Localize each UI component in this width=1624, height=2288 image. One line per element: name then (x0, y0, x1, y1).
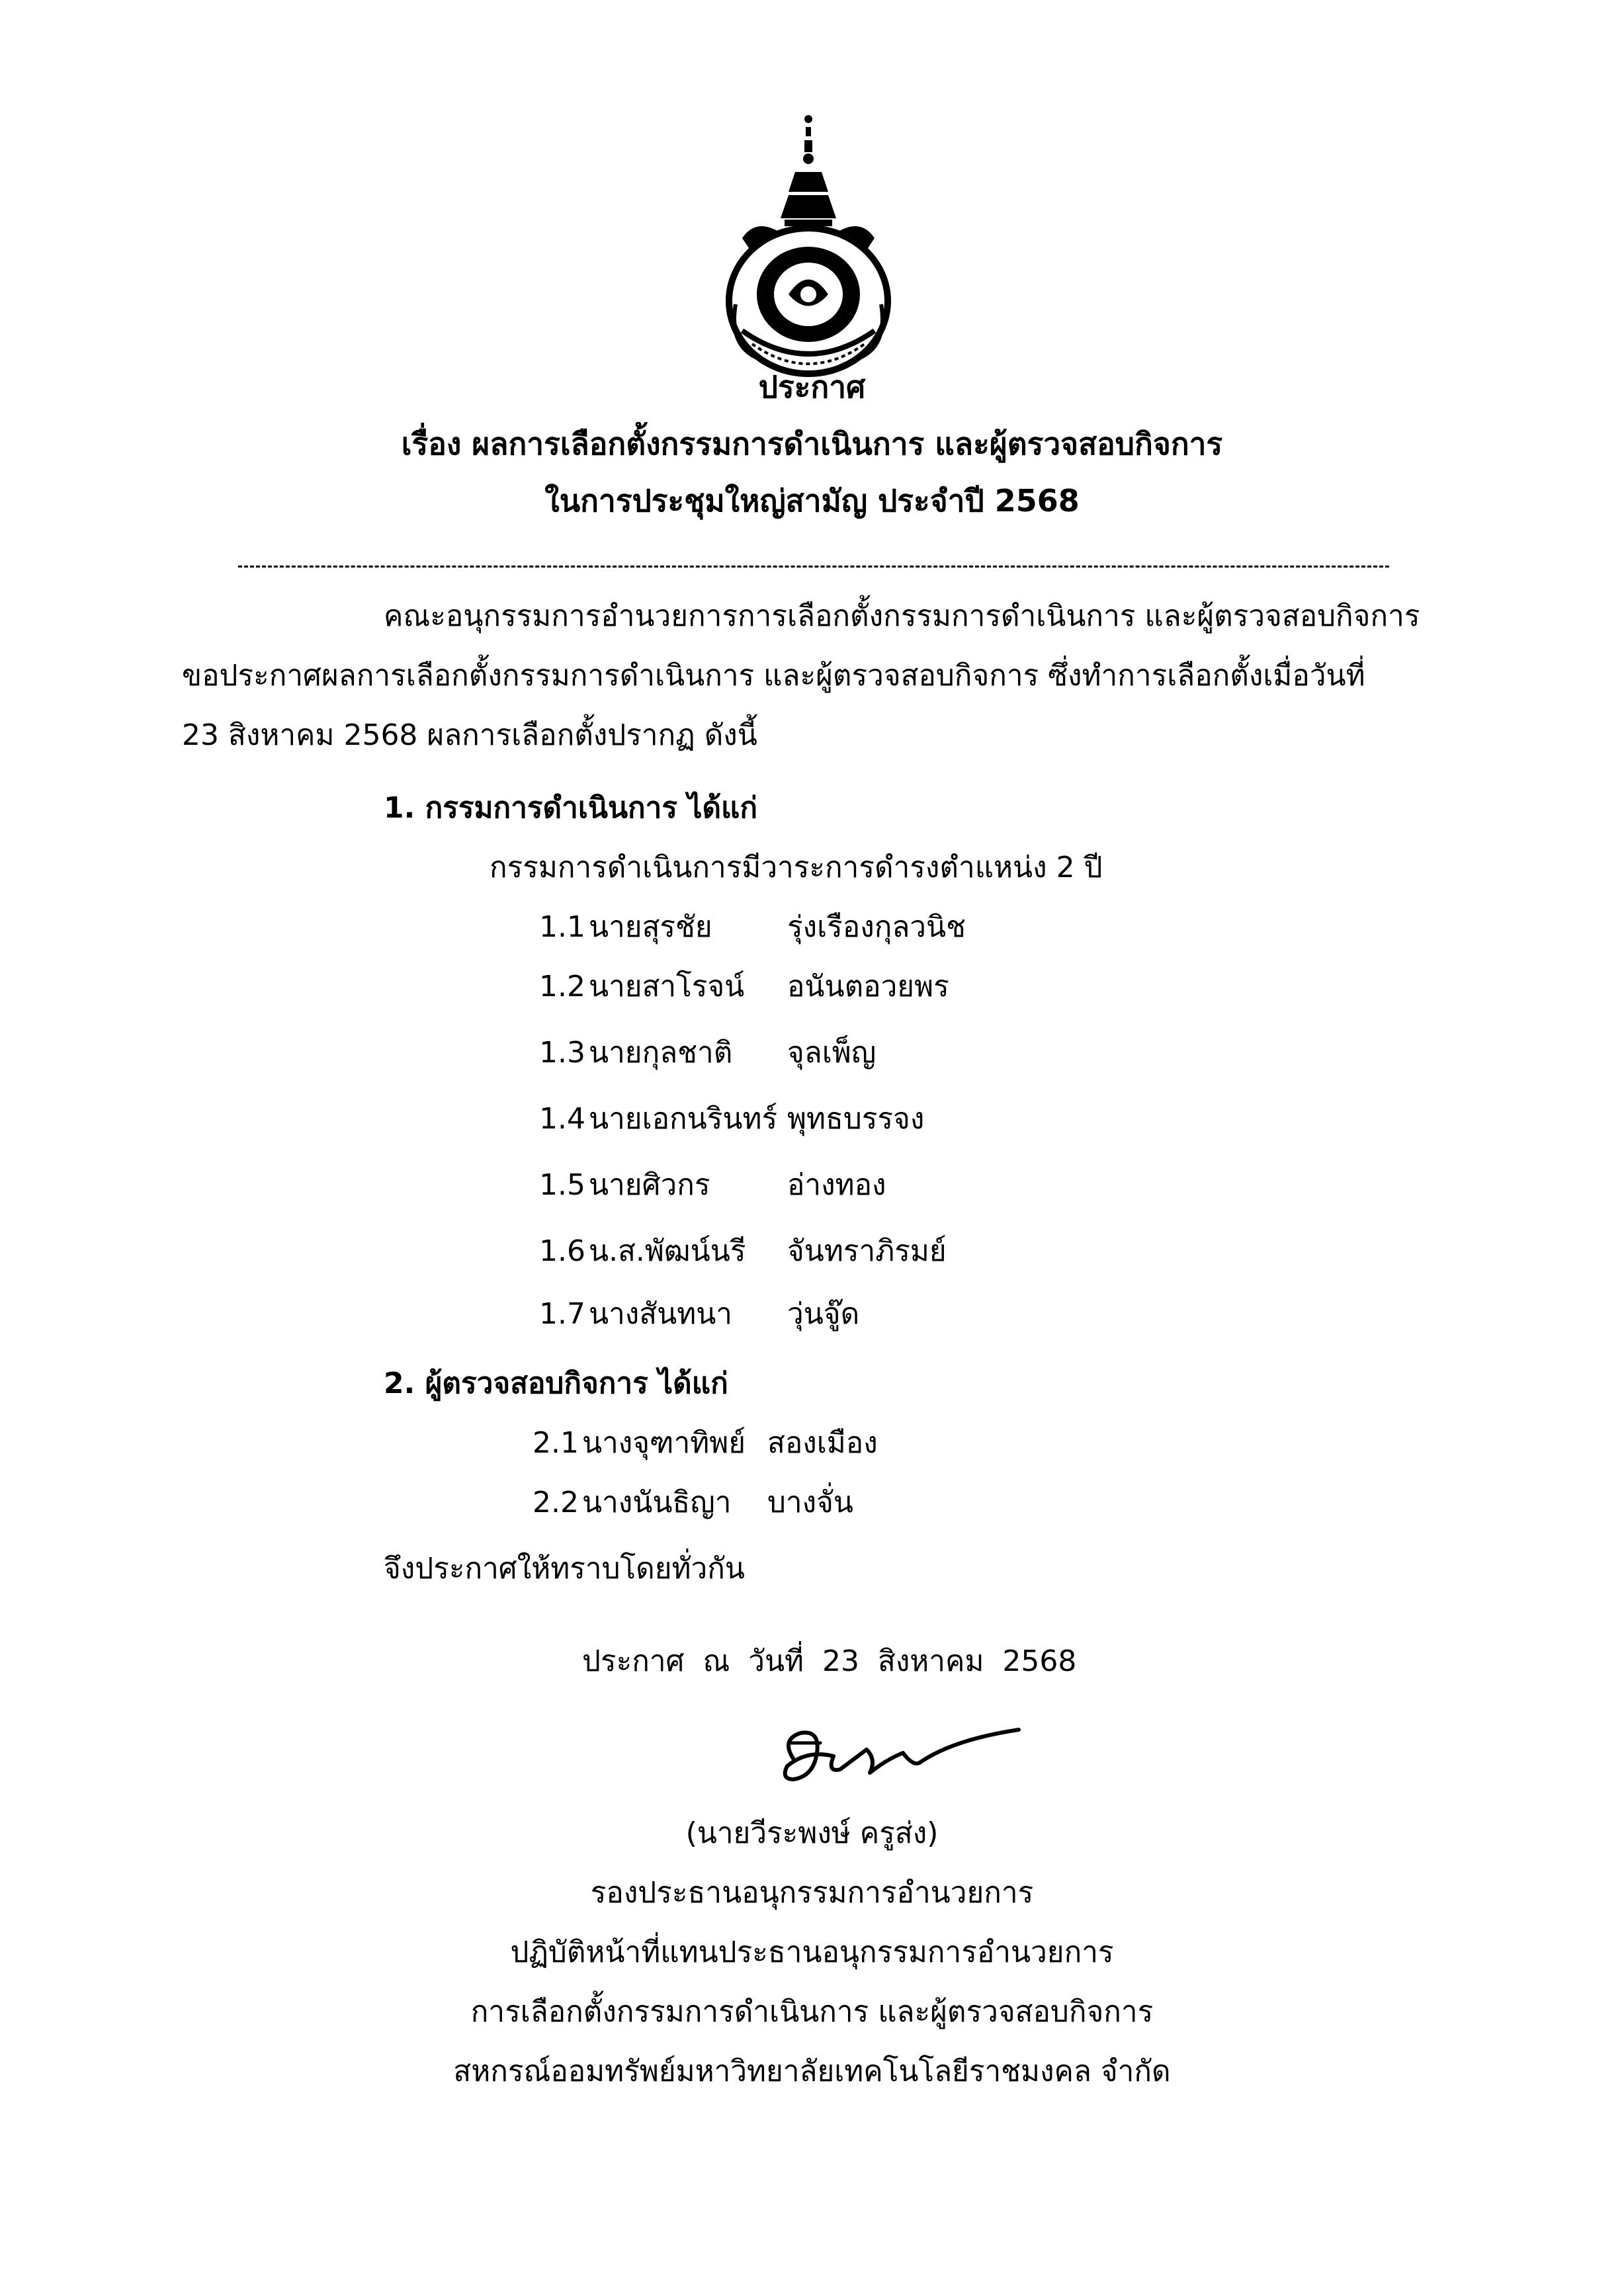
member-first-name: นางจุฑาทิพย์ (582, 1426, 746, 1460)
member-last-name: อนันตอวยพร (787, 970, 949, 1003)
dashed-separator (238, 566, 1389, 568)
intro-line-3: 23 สิงหาคม 2568 ผลการเลือกตั้งปรากฏ ดังนี้ (182, 718, 757, 752)
section2-heading: 2. ผู้ตรวจสอบกิจการ ได้แก่ (384, 1367, 728, 1400)
announcement-subject: เรื่อง ผลการเลือกตั้งกรรมการดำเนินการ และผู้ตรวจสอบกิจการ (401, 426, 1223, 462)
member-last-name: พุทธบรรจง (787, 1102, 925, 1136)
member-last-name: วุ่นจู๊ด (787, 1297, 860, 1331)
member-first-name: นายกุลชาติ (589, 1036, 733, 1070)
member-number: 2.1 (533, 1426, 579, 1460)
member-number: 1.4 (539, 1102, 585, 1136)
member-number: 1.1 (539, 910, 585, 944)
intro-line-2: ขอประกาศผลการเลือกตั้งกรรมการดำเนินการ และผู้ตรวจสอบกิจการ ซึ่งทำการเลือกตั้งเมื่อวันที่ (182, 659, 1365, 693)
member-first-name: นางสันทนา (589, 1297, 732, 1331)
announcement-title: ประกาศ (758, 369, 866, 405)
member-last-name: รุ่งเรืองกุลวนิช (787, 910, 966, 944)
signatory-position-3: การเลือกตั้งกรรมการดำเนินการ และผู้ตรวจสอบกิจการ (470, 1995, 1154, 2029)
closing-statement: จึงประกาศให้ทราบโดยทั่วกัน (384, 1552, 745, 1586)
section1-term-note: กรรมการดำเนินการมีวาระการดำรงตำแหน่ง 2 ปี (490, 851, 1103, 884)
signatory-position-2: ปฏิบัติหน้าที่แทนประธานอนุกรรมการอำนวยการ (510, 1935, 1114, 1969)
member-first-name: นางนันธิญา (582, 1486, 732, 1519)
member-last-name: บางจั่น (767, 1486, 853, 1519)
member-number: 1.5 (539, 1168, 585, 1202)
intro-line-1: คณะอนุกรรมการอำนวยการการเลือกตั้งกรรมการดำเนินการ และผู้ตรวจสอบกิจการ (384, 599, 1420, 633)
member-first-name: นายสุรชัย (589, 910, 712, 944)
announcement-date: ประกาศ ณ วันที่ 23 สิงหาคม 2568 (582, 1644, 1077, 1678)
signature-icon (754, 1713, 1032, 1799)
member-first-name: นายสาโรจน์ (589, 970, 745, 1003)
university-emblem-icon (716, 106, 901, 384)
member-last-name: อ่างทอง (787, 1168, 886, 1202)
member-number: 1.2 (539, 970, 585, 1003)
member-last-name: จุลเพ็ญ (787, 1036, 876, 1070)
section1-heading: 1. กรรมการดำเนินการ ได้แก่ (384, 791, 758, 825)
announcement-occasion: ในการประชุมใหญ่สามัญ ประจำปี 2568 (544, 483, 1080, 519)
member-first-name: น.ส.พัฒน์นรี (589, 1234, 746, 1268)
member-first-name: นายเอกนรินทร์ (589, 1102, 778, 1136)
member-first-name: นายศิวกร (589, 1168, 710, 1202)
signatory-name: (นายวีระพงษ์ ครูส่ง) (685, 1816, 939, 1850)
member-last-name: สองเมือง (767, 1426, 878, 1460)
member-number: 2.2 (533, 1486, 579, 1519)
signatory-position-1: รองประธานอนุกรรมการอำนวยการ (590, 1876, 1034, 1910)
member-number: 1.6 (539, 1234, 585, 1268)
member-last-name: จันทราภิรมย์ (787, 1234, 947, 1268)
member-number: 1.3 (539, 1036, 585, 1070)
organization-name: สหกรณ์ออมทรัพย์มหาวิทยาลัยเทคโนโลยีราชมงคล จำกัด (453, 2055, 1171, 2088)
member-number: 1.7 (539, 1297, 585, 1331)
